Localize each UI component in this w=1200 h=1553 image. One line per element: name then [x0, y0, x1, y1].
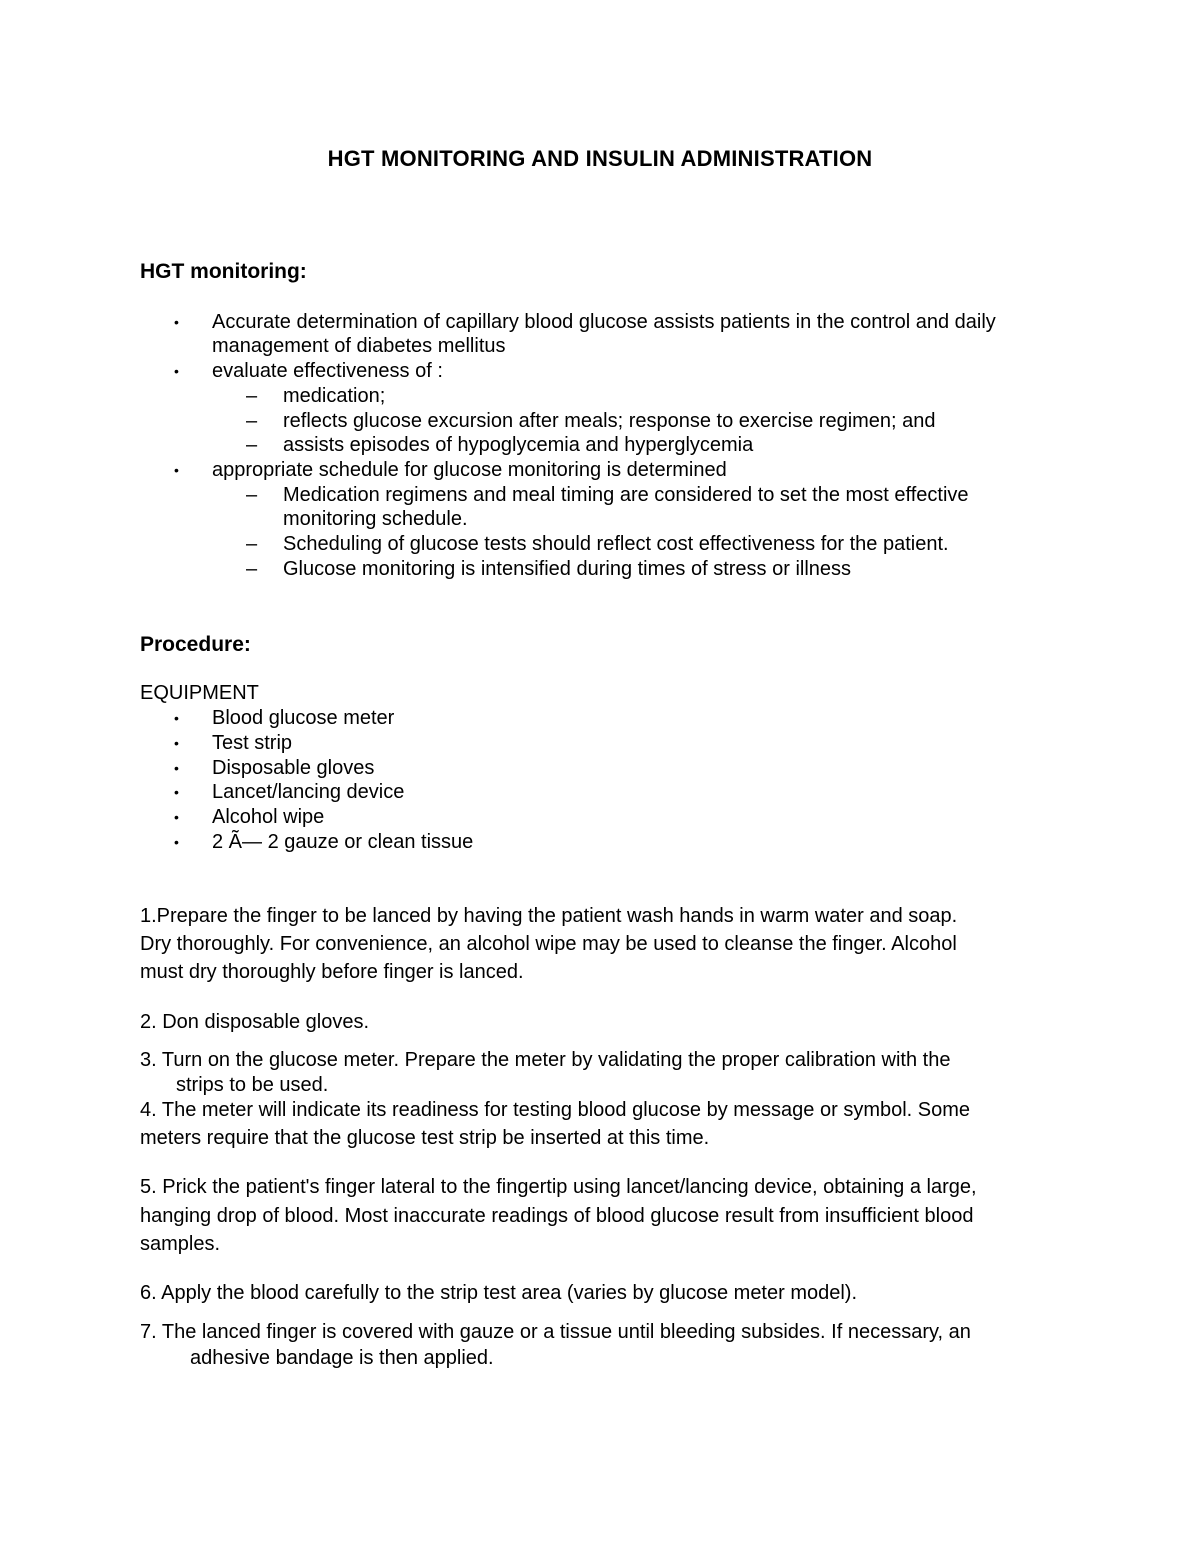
- hgt-bullet-3-sub-3: Glucose monitoring is intensified during times of stress or illness: [283, 558, 852, 580]
- bullet-icon: •: [174, 834, 179, 850]
- dash-icon: –: [246, 558, 258, 580]
- hgt-bullet-3: appropriate schedule for glucose monitoring is determined: [212, 459, 727, 481]
- step-3-line-2: strips to be used.: [176, 1074, 329, 1096]
- equipment-item: Alcohol wipe: [212, 806, 325, 828]
- dash-icon: –: [246, 533, 258, 555]
- bullet-icon: •: [174, 735, 179, 751]
- hgt-bullet-2-sub-2: reflects glucose excursion after meals; response to exercise regimen; and: [283, 410, 936, 432]
- step-4-line-2: meters require that the glucose test strip be inserted at this time.: [140, 1127, 710, 1149]
- bullet-icon: •: [174, 760, 179, 776]
- hgt-monitoring-heading: HGT monitoring:: [140, 260, 307, 283]
- step-2: 2. Don disposable gloves.: [140, 1011, 370, 1033]
- step-5-line-3: samples.: [140, 1233, 221, 1255]
- step-5-line-1: 5. Prick the patient's finger lateral to the fingertip using lancet/lancing device, obtaining a large,: [140, 1176, 977, 1198]
- step-3-line-1: 3. Turn on the glucose meter. Prepare the meter by validating the proper calibration with the: [140, 1049, 951, 1071]
- hgt-bullet-3-sub-1-line-2: monitoring schedule.: [283, 508, 468, 530]
- equipment-item: Test strip: [212, 732, 293, 754]
- document-title: HGT MONITORING AND INSULIN ADMINISTRATION: [327, 146, 873, 171]
- step-4-line-1: 4. The meter will indicate its readiness for testing blood glucose by message or symbol. Some: [140, 1099, 971, 1121]
- step-7-line-1: 7. The lanced finger is covered with gauze or a tissue until bleeding subsides. If necessary, an: [140, 1321, 971, 1343]
- hgt-bullet-1-line-2: management of diabetes mellitus: [212, 335, 506, 357]
- step-5-line-2: hanging drop of blood. Most inaccurate readings of blood glucose result from insufficient blood: [140, 1205, 974, 1227]
- dash-icon: –: [246, 434, 258, 456]
- hgt-bullet-2-sub-1: medication;: [283, 385, 386, 407]
- equipment-item: Lancet/lancing device: [212, 781, 405, 803]
- dash-icon: –: [246, 385, 258, 407]
- hgt-bullet-2-sub-3: assists episodes of hypoglycemia and hyperglycemia: [283, 434, 754, 456]
- bullet-icon: •: [174, 462, 179, 478]
- bullet-icon: •: [174, 710, 179, 726]
- hgt-bullet-3-sub-1-line-1: Medication regimens and meal timing are considered to set the most effective: [283, 484, 969, 506]
- hgt-bullet-2: evaluate effectiveness of :: [212, 360, 443, 382]
- step-6: 6. Apply the blood carefully to the strip test area (varies by glucose meter model).: [140, 1282, 858, 1304]
- bullet-icon: •: [174, 784, 179, 800]
- bullet-icon: •: [174, 314, 179, 330]
- equipment-item: 2 Ã— 2 gauze or clean tissue: [212, 831, 474, 853]
- dash-icon: –: [246, 410, 258, 432]
- bullet-icon: •: [174, 809, 179, 825]
- equipment-item: Blood glucose meter: [212, 707, 395, 729]
- step-1-line-3: must dry thoroughly before finger is lanced.: [140, 961, 524, 983]
- procedure-heading: Procedure:: [140, 633, 251, 656]
- step-7-line-2: adhesive bandage is then applied.: [190, 1347, 494, 1369]
- equipment-item: Disposable gloves: [212, 757, 375, 779]
- dash-icon: –: [246, 484, 258, 506]
- equipment-label: EQUIPMENT: [140, 682, 259, 704]
- step-1-line-2: Dry thoroughly. For convenience, an alcohol wipe may be used to cleanse the finger. Alcohol: [140, 933, 957, 955]
- step-1-line-1: 1.Prepare the finger to be lanced by having the patient wash hands in warm water and soap.: [140, 905, 958, 927]
- hgt-bullet-3-sub-2: Scheduling of glucose tests should reflect cost effectiveness for the patient.: [283, 533, 949, 555]
- hgt-bullet-1-line-1: Accurate determination of capillary blood glucose assists patients in the control and daily: [212, 311, 996, 333]
- bullet-icon: •: [174, 363, 179, 379]
